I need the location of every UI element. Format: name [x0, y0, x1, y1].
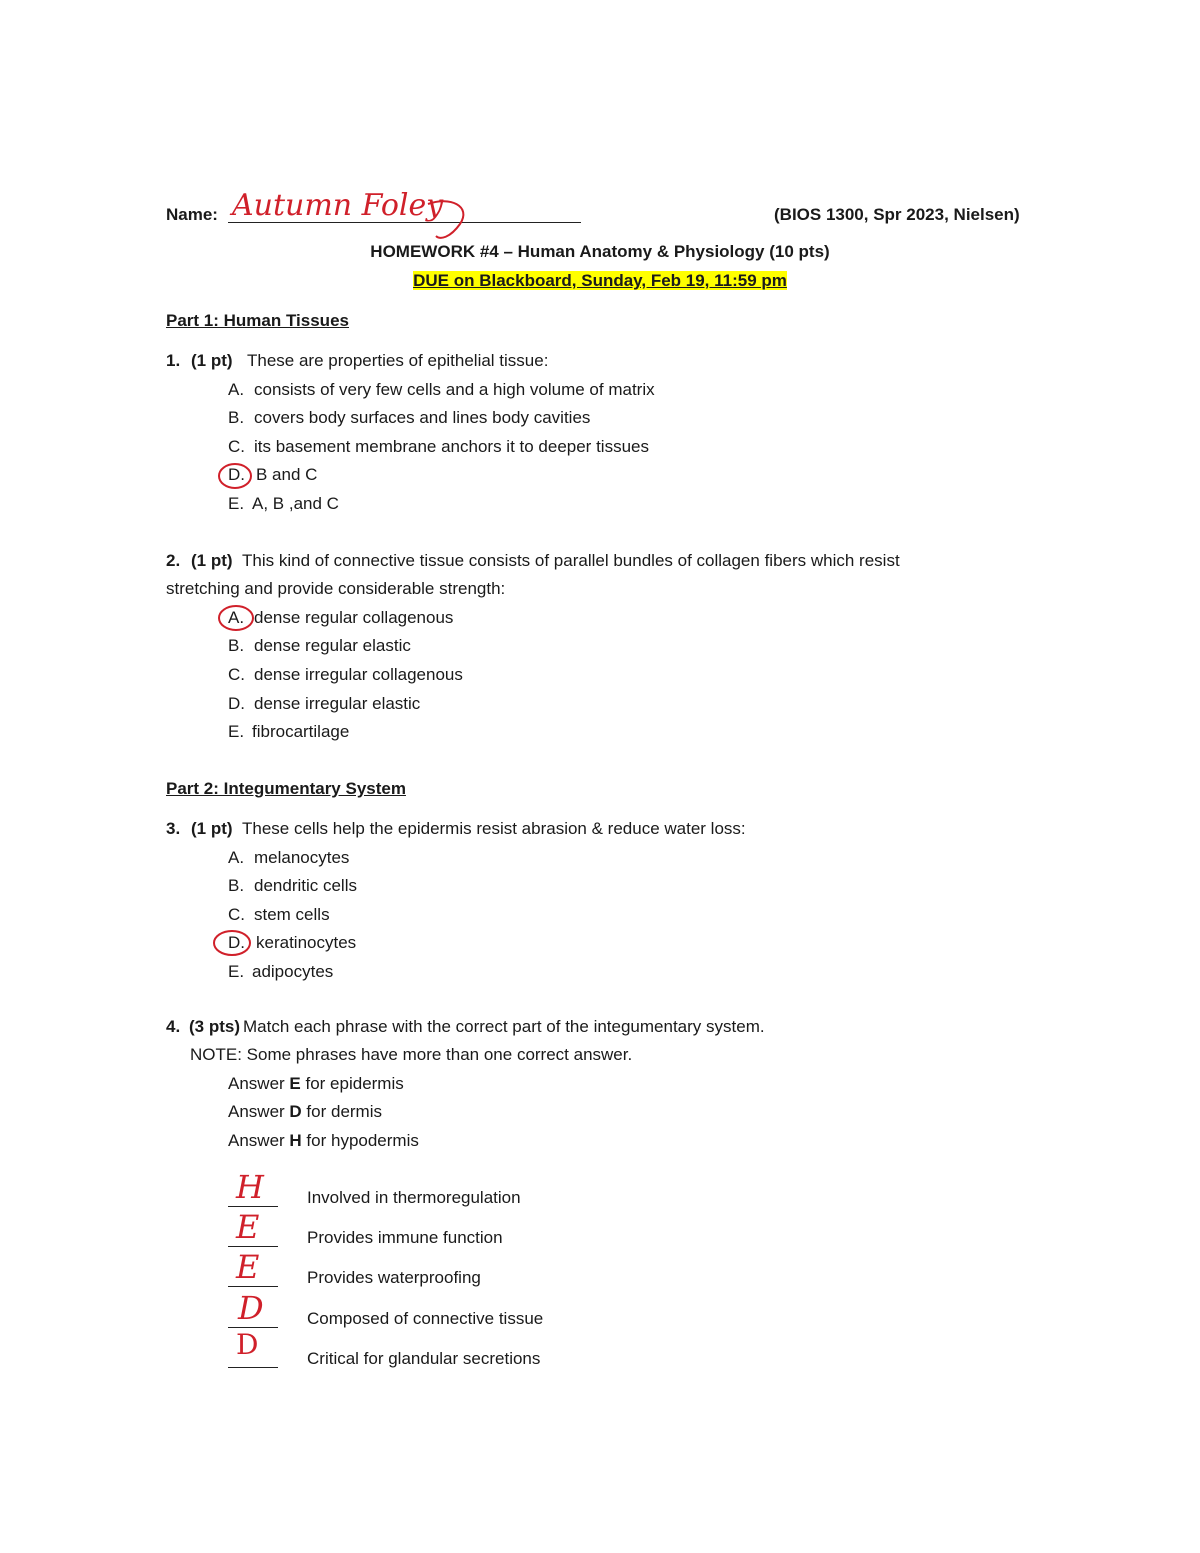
option-letter: E.: [228, 722, 245, 741]
handwritten-answer: D: [236, 1328, 259, 1361]
option-letter: C.: [228, 665, 245, 684]
option-letter: C.: [228, 905, 245, 924]
q3-text: These cells help the epidermis resist abrasion & reduce water loss:: [242, 819, 746, 838]
option-text: covers body surfaces and lines body cavities: [254, 408, 591, 427]
key-suffix: for dermis: [301, 1102, 382, 1121]
key-prefix: Answer: [228, 1074, 290, 1093]
handwritten-answer: H: [236, 1168, 264, 1206]
item-text: Provides immune function: [307, 1228, 503, 1247]
key-prefix: Answer: [228, 1102, 290, 1121]
handwritten-answer: E: [236, 1208, 260, 1246]
q2-answer-circle: [216, 603, 258, 635]
option-letter: A.: [228, 608, 245, 627]
q3-number: 3.: [166, 819, 181, 838]
item-text: Involved in thermoregulation: [307, 1188, 521, 1207]
option-letter: D.: [228, 933, 245, 952]
answer-blank[interactable]: [228, 1246, 278, 1247]
key-suffix: for epidermis: [300, 1074, 404, 1093]
option-letter: C.: [228, 437, 245, 456]
q1-number: 1.: [166, 351, 181, 370]
option-text: dense regular elastic: [254, 636, 411, 655]
option-text: consists of very few cells and a high volume of matrix: [254, 380, 655, 399]
option-letter: B.: [228, 876, 245, 895]
key-prefix: Answer: [228, 1131, 290, 1150]
q3-answer-circle: [211, 928, 253, 960]
option-letter: E.: [228, 962, 245, 981]
key-letter: E: [289, 1074, 301, 1093]
q3-points: (1 pt): [191, 819, 233, 838]
item-text: Composed of connective tissue: [307, 1309, 544, 1328]
q4-text: Match each phrase with the correct part of the integumentary system.: [243, 1017, 765, 1036]
q1-text: These are properties of epithelial tissue:: [247, 351, 549, 370]
student-name-signature: Autumn Foley: [232, 188, 444, 223]
answer-blank[interactable]: [228, 1367, 278, 1368]
key-letter: H: [289, 1131, 302, 1150]
q1-points: (1 pt): [191, 351, 233, 370]
q2-number: 2.: [166, 551, 181, 570]
part2-heading: Part 2: Integumentary System: [166, 779, 406, 798]
q4-number: 4.: [166, 1017, 181, 1036]
q4-key-dermis: [228, 1102, 382, 1122]
option-text: its basement membrane anchors it to deeper tissues: [254, 437, 649, 456]
q2-points: (1 pt): [191, 551, 233, 570]
signature-flourish: [420, 196, 480, 246]
q2-text-line2: stretching and provide considerable strength:: [166, 579, 506, 598]
name-label: Name:: [166, 205, 218, 224]
option-text: dendritic cells: [254, 876, 357, 895]
option-text: dense irregular elastic: [254, 694, 421, 713]
option-letter: A.: [228, 848, 245, 867]
handwritten-answer: E: [236, 1248, 260, 1286]
page-title: HOMEWORK #4 – Human Anatomy & Physiology (10 pts): [370, 242, 830, 261]
option-text: B and C: [256, 465, 318, 484]
due-notice: [0, 271, 1200, 291]
q4-key-epidermis: [228, 1074, 404, 1094]
q4-key-hypodermis: [228, 1131, 419, 1151]
answer-blank[interactable]: [228, 1206, 278, 1207]
item-text: Provides waterproofing: [307, 1268, 481, 1287]
due-date-text: DUE on Blackboard, Sunday, Feb 19, 11:59 pm: [413, 271, 787, 290]
option-letter: A.: [228, 380, 245, 399]
q4-note: NOTE: Some phrases have more than one correct answer.: [190, 1045, 633, 1064]
q2-text-line1: This kind of connective tissue consists of parallel bundles of collagen fibers which resist: [242, 551, 900, 570]
course-info: (BIOS 1300, Spr 2023, Nielsen): [774, 205, 1020, 224]
handwritten-answer: D: [238, 1289, 264, 1327]
option-text: melanocytes: [254, 848, 350, 867]
q4-points: (3 pts): [189, 1017, 240, 1036]
option-text: dense regular collagenous: [254, 608, 454, 627]
item-text: Critical for glandular secretions: [307, 1349, 541, 1368]
option-text: dense irregular collagenous: [254, 665, 463, 684]
key-suffix: for hypodermis: [301, 1131, 419, 1150]
option-letter: E.: [228, 494, 245, 513]
option-text: keratinocytes: [256, 933, 357, 952]
option-letter: B.: [228, 408, 245, 427]
option-letter: D.: [228, 465, 245, 484]
answer-blank[interactable]: [228, 1286, 278, 1287]
part1-heading: Part 1: Human Tissues: [166, 311, 349, 330]
option-text: adipocytes: [252, 962, 334, 981]
option-letter: B.: [228, 636, 245, 655]
option-text: fibrocartilage: [252, 722, 350, 741]
q1-answer-circle: [216, 462, 256, 492]
option-text: A, B ,and C: [252, 494, 339, 513]
key-letter: D: [289, 1102, 302, 1121]
option-letter: D.: [228, 694, 245, 713]
option-text: stem cells: [254, 905, 330, 924]
